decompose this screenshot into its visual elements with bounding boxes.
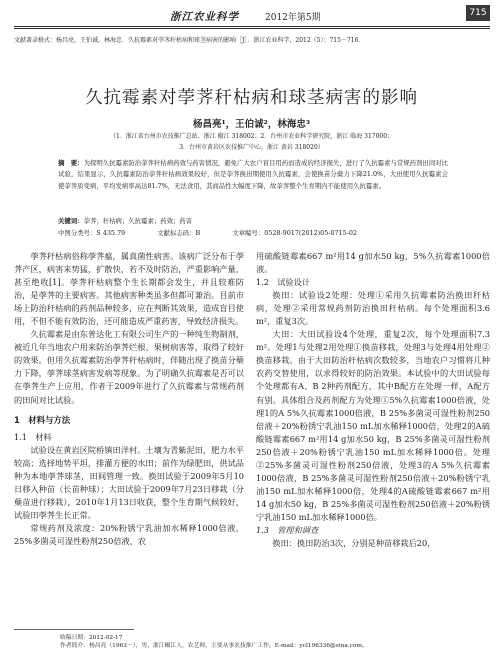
paragraph: 大田：大田试验设4个处理，重复2次，每个处理面积7.3 m²。处理1与处理2用处理①换苗移栽，处理3与处理4用处理②换苗移栽。由于大田防治秆枯病次数较多，当地农户习惯将几种农药交替使用，以求得较好的防治效果。本试验中的大田试验每个处理都有A、B 2种药剂配方，其中B配方在处理一样，A配方有别。具体组合及药剂配方为处理①5%久抗霉素1000倍液，处理1的A 5%久抗霉素1000倍液，B 25%多菌灵可湿性粉剂250倍液＋20%粉锈宁乳油150 mL加水稀释1000倍，处理2的A硫酸链霉素667 m²用14 g加水50 kg，B 25%多菌灵可湿性粉剂250倍液＋20%粉锈宁乳油150 mL加水稀释1000倍。处理②25%多菌灵可湿性粉剂250倍液，处理3的A 5%久抗霉素1000倍液，B 25%多菌灵可湿性粉剂250倍液＋20%粉锈宁乳油150 mL加水稀释1000倍，处理4的A硫酸链霉素667 m²用14 g加水50 kg，B 25%多菌灵可湿性粉剂250倍液＋20%粉锈宁乳油150 mL加水稀释1000倍。: [256, 329, 490, 522]
citation-format: 文献著录格式：杨昌亮，王伯诚，林海忠．久抗霉素对荸荠秆枯病和球茎病害的影响［J］．浙江农业科学，2012（5）：715－716．: [14, 37, 365, 44]
affiliation-line-2: 3．台州市黄岩区农技推广中心，浙江 黄岩 318020）: [179, 144, 324, 151]
paragraph: 试验设在黄岩区院桥镇田洋村。土壤为青紫泥田，肥力水平较高；选择地势平坦，排灌方便的水田；前作为绿肥田，供试品种为本地荸荠球茎，田间管理一致。换田试验于2009年5月10日移入种苗（长苗种球）；大田试验于2009年7月23日移栽（分蘖苗进行移栽），2010年1月13日收获，整个生育期气候较好，试验田荸荠生长正常。: [14, 444, 244, 520]
clc-number: 中图分类号：S 435.79: [58, 229, 126, 237]
paragraph: 常规药剂及浓度：20%粉锈宁乳油加水稀释1000倍液，25%多菌灵可湿性粉剂250倍液，农: [14, 522, 244, 546]
paragraph: 换田：试验设2处理：处理①采用久抗霉素防治换田秆枯病，处理②采用常规药剂防治换田秆枯病。每个处理面积3.6 m²，重复3次。: [256, 290, 490, 327]
page-header: [0, 0, 503, 28]
header-rule-2: [14, 28, 490, 29]
footnote-received: 收稿日期：2012-02-17: [60, 635, 123, 641]
subsection-heading: 1.1 材料: [14, 431, 52, 442]
body-column-left: [14, 250, 244, 548]
article-number: 文章编号：0528-9017(2012)05-0715-02: [232, 229, 358, 237]
footnote-author: 作者简介：杨昌亮（1963－），男，浙江椒江人，农艺师，主要从事农技推广工作。E-mail：ycl196336@sina.com。: [60, 643, 368, 649]
issue-label: 2012年第5期: [265, 13, 321, 23]
header-rule: [14, 26, 490, 27]
paragraph: 久抗霉素是由东普达化工有限公司生产的一种纯生物制剂，被近几年当地农户用来防治荸荠烂根、果树病害等，取得了较好的效果。但用久抗霉素防治荸荠秆枯病时，伴随出现了换苗分蘖力下降，荸荠球茎病害发病等现象。为了明确久抗霉素是否可以在荸荠生产上应用，作者于2009年进行了久抗霉素与常规药剂的田间对比试验。: [14, 329, 244, 405]
subsection-heading: 1.3 管理和调查: [256, 524, 319, 535]
section-heading: 1 材料与方法: [14, 414, 71, 425]
abstract-label: 摘 要：: [58, 159, 84, 167]
authors: 杨昌亮¹，王伯诚²，林海忠³: [193, 119, 310, 130]
abstract: [58, 158, 448, 192]
article-title: 久抗霉素对荸荠秆枯病和球茎病害的影响: [85, 88, 418, 108]
keywords-text: 荸荠；秆枯病；久抗霉素；药效；药害: [83, 217, 193, 225]
subsection-heading: 1.2 试验设计: [256, 277, 310, 288]
article-meta: [58, 228, 448, 237]
footnote-rule: [14, 629, 134, 630]
abstract-text: 为探明久抗霉素防治荸荠秆枯病药效与药害情况，避免广大农户盲目用药而造成的经济损失，进行了久抗霉素与常规药剂田间对比试验，结果显示，久抗霉素防治荸荠秆枯病效果较好，但是荸荠换田期使用久抗霉素，会使换苗分蘖力下降21.0%，大田使用久抗霉素会使荸荠质变病，平均发病率高达81.7%，无法食用，其商品性大幅度下降，故荸荠整个生育期内不能使用久抗霉素。: [58, 159, 449, 190]
body-column-right: [256, 250, 490, 550]
journal-name: 浙江农业科学: [170, 11, 239, 23]
keywords-label: 关键词：: [58, 217, 84, 225]
page-number: 715: [466, 5, 490, 21]
affiliation-line-1: （1．浙江省台州市农技推广总站，浙江 椒江 318002；2．台州市农业科学研究院，浙江 临海 317000；: [109, 133, 394, 140]
paragraph: 荸荠秆枯病俗称荸荠瘟，属真菌性病害。该病广泛分布于荸荠产区，病害来势猛，扩散快，若不及时防治，严重影响产量，甚至绝收[1]。荸荠秆枯病整个生长期都会发生，并且较难防治，是荸荠的主要病害。其他病害种类虽多但都可兼治。目前市场上防治秆枯病的药剂品种较多，应在判断其效果，造成盲目使用，不但不能有效防治，还可能造成严重药害，导致经济损失。: [14, 251, 244, 327]
paragraph: 换田：换田防治3次，分别是种苗移栽后20，: [272, 538, 436, 549]
keywords: [58, 216, 192, 225]
document-code: 文献标志码：B: [157, 229, 201, 237]
paragraph: 用硫酸链霉素667 m²用14 g加水50 kg，5%久抗霉素1000倍液。: [256, 251, 490, 275]
